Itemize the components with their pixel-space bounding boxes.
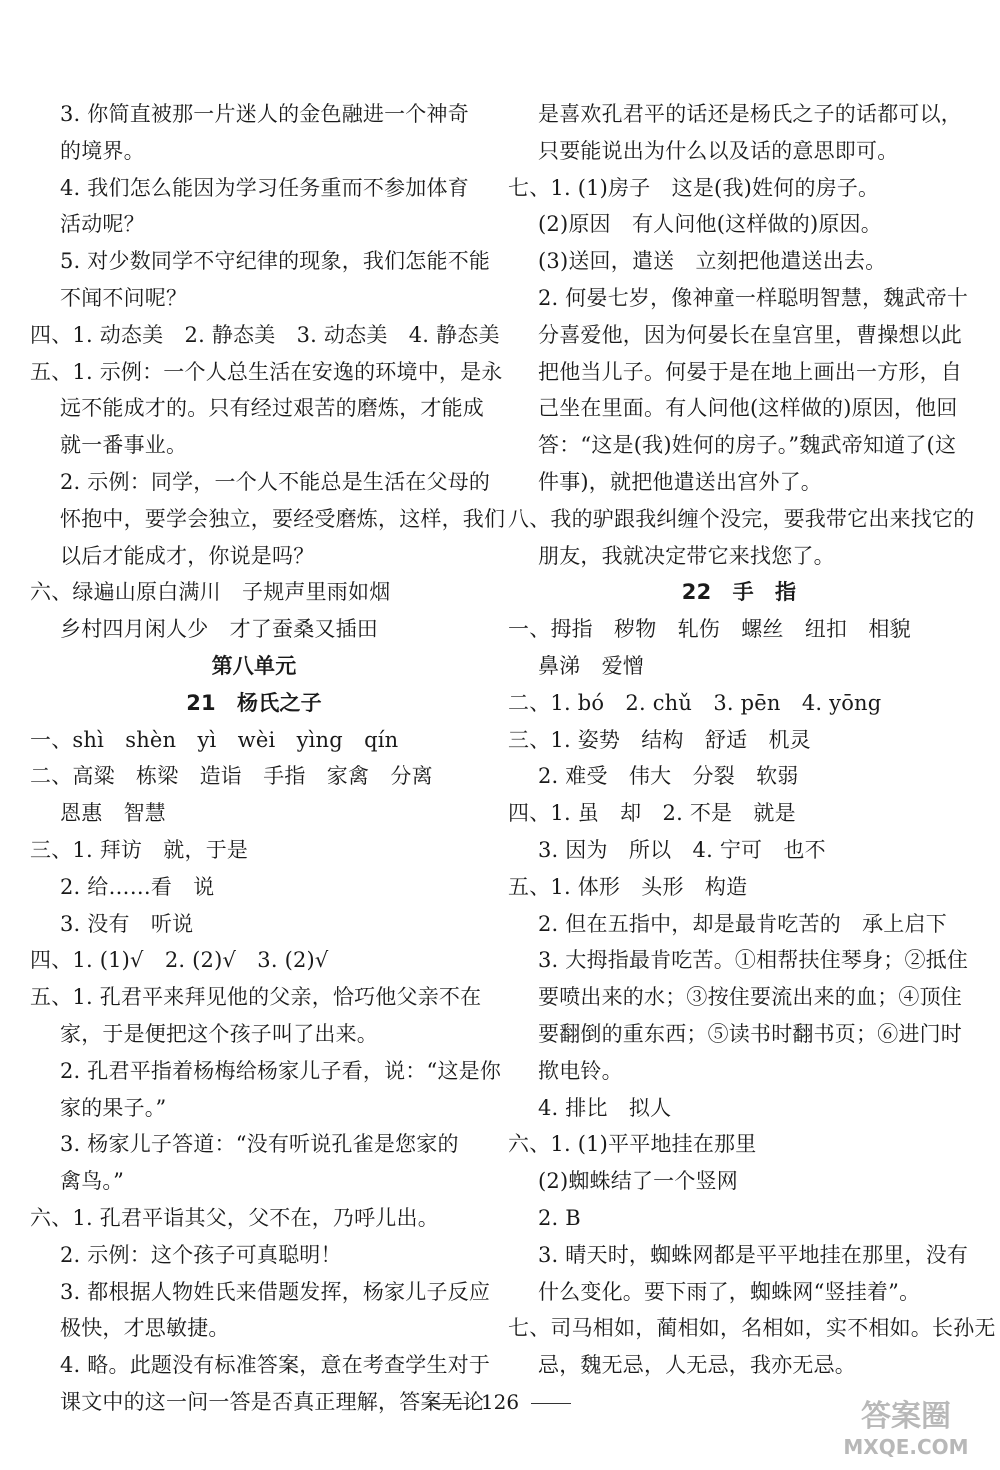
answer-line: 三、1. 拜访 就，于是 <box>30 837 249 862</box>
answer-line: 2. 示例：这个孩子可真聪明！ <box>60 1242 342 1267</box>
answer-line: 要喷出来的水；③按住要流出来的血；④顶住 <box>538 985 962 1010</box>
answer-line: 答：“这是(我)姓何的房子。”魏武帝知道了(这 <box>538 433 957 458</box>
answer-line: 3. 大拇指最肯吃苦。①相帮扶住琴身；②抵住 <box>538 948 969 973</box>
answer-line: 朋友，我就决定带它来找您了。 <box>538 543 835 568</box>
answer-line: 二、1. bó 2. chǔ 3. pēn 4. yōng <box>508 690 882 715</box>
answer-line: 就一番事业。 <box>60 433 188 458</box>
answer-line: 二、高粱 栋梁 造诣 手指 家禽 分离 <box>30 764 433 789</box>
answer-line: 禽鸟。” <box>60 1169 125 1194</box>
answer-line: 五、1. 示例：一个人总生活在安逸的环境中，是永 <box>30 359 503 384</box>
answer-line: 恩惠 智慧 <box>60 801 166 826</box>
answer-line: (2)原因 有人问他(这样做的)原因。 <box>538 212 882 237</box>
answer-line: 只要能说出为什么以及话的意思即可。 <box>538 138 899 163</box>
answer-line: 2. 但在五指中，却是最肯吃苦的 承上启下 <box>538 911 947 936</box>
answer-line: 5. 对少数同学不守纪律的现象，我们怎能不能 <box>60 249 491 274</box>
right-column <box>508 96 996 1384</box>
answer-line: 八、我的驴跟我纠缠个没完，要我带它出来找它的 <box>508 506 975 531</box>
answer-line: 3. 杨家儿子答道：“没有听说孔雀是您家的 <box>60 1132 459 1157</box>
answer-line: 极快，才思敏捷。 <box>60 1316 230 1341</box>
answer-line: 3. 没有 听说 <box>60 911 194 936</box>
answer-line: 活动呢？ <box>60 212 145 237</box>
answer-line: 六、1. 孔君平诣其父，父不在，乃呼儿出。 <box>30 1205 439 1230</box>
answer-line: 四、1. 动态美 2. 静态美 3. 动态美 4. 静态美 <box>30 322 500 347</box>
answer-line: 一、shì shèn yì wèi yìng qín <box>30 727 399 752</box>
answer-line: 四、1. (1)√ 2. (2)√ 3. (2)√ <box>30 948 329 973</box>
watermark-top-text: 答案圈 <box>861 1399 951 1434</box>
section-heading: 22 手 指 <box>681 580 797 605</box>
page-number-dash-right <box>531 1403 571 1404</box>
answer-line: 4. 我们怎么能因为学习任务重而不参加体育 <box>60 175 469 200</box>
answer-line: 把他当儿子。何晏于是在地上画出一方形，自 <box>538 359 962 384</box>
answer-line: 五、1. 体形 头形 构造 <box>508 874 748 899</box>
answer-line: 分喜爱他，因为何晏长在皇宫里，曹操想以此 <box>538 322 962 347</box>
section-heading: 21 杨氏之子 <box>186 690 322 715</box>
answer-line: (2)蜘蛛结了一个竖网 <box>538 1169 738 1194</box>
answer-line: 六、1. (1)平平地挂在那里 <box>508 1132 757 1157</box>
answer-line: 什么变化。要下雨了，蜘蛛网“竖挂着”。 <box>538 1279 921 1304</box>
answer-line: 2. 何晏七岁，像神童一样聪明智慧，魏武帝十 <box>538 285 969 310</box>
answer-line: 家的果子。” <box>60 1095 167 1120</box>
answer-line: 七、1. (1)房子 这是(我)姓何的房子。 <box>508 175 880 200</box>
answer-line: 3. 都根据人物姓氏来借题发挥，杨家儿子反应 <box>60 1279 491 1304</box>
answer-line: 3. 你简直被那一片迷人的金色融进一个神奇 <box>60 102 469 126</box>
answer-line: 己坐在里面。有人问他(这样做的)原因，他回 <box>538 396 958 421</box>
answer-line: 课文中的这一问一答是否真正理解，答案无论 <box>60 1389 484 1414</box>
answer-line: 件事)，就把他遣送出宫外了。 <box>538 469 822 494</box>
answer-line: 鼻涕 爱憎 <box>538 653 644 678</box>
watermark-logo <box>826 1390 986 1460</box>
answer-line: 不闻不问呢？ <box>60 285 188 310</box>
answer-line: 七、司马相如，蔺相如，名相如，实不相如。长孙无 <box>508 1316 996 1341</box>
page-number-dash-left <box>429 1403 469 1404</box>
answer-line: 怀抱中，要学会独立，要经受磨炼，这样，我们 <box>60 506 506 531</box>
answer-line: 3. 因为 所以 4. 宁可 也不 <box>538 837 826 862</box>
answer-line: 2. 给……看 说 <box>60 874 215 899</box>
answer-line: 3. 晴天时，蜘蛛网都是平平地挂在那里，没有 <box>538 1242 969 1267</box>
answer-line: 忌，魏无忌，人无忌，我亦无忌。 <box>538 1353 856 1378</box>
answer-line: 以后才能成才，你说是吗？ <box>60 543 315 568</box>
answer-line: 2. B <box>538 1205 581 1230</box>
answer-line: 五、1. 孔君平来拜见他的父亲，恰巧他父亲不在 <box>30 985 482 1010</box>
answer-line: 是喜欢孔君平的话还是杨氏之子的话都可以， <box>538 102 962 126</box>
answer-line: 远不能成才的。只有经过艰苦的磨炼，才能成 <box>60 396 484 421</box>
answer-line: 4. 排比 拟人 <box>538 1095 672 1120</box>
answer-line: 六、绿遍山原白满川 子规声里雨如烟 <box>30 580 391 605</box>
answer-line: 乡村四月闲人少 才了蚕桑又插田 <box>60 617 378 642</box>
answer-line: 三、1. 姿势 结构 舒适 机灵 <box>508 727 811 752</box>
answer-line: (3)送回，遣送 立刻把他遣送出去。 <box>538 249 887 274</box>
answer-line: 的境界。 <box>60 138 145 163</box>
answer-line: 4. 略。此题没有标准答案，意在考查学生对于 <box>60 1353 491 1378</box>
page-number: 126 <box>480 1390 520 1414</box>
watermark-bottom-text: MXQE.COM <box>843 1435 969 1459</box>
answer-line: 揿电铃。 <box>538 1058 623 1083</box>
answer-line: 一、拇指 秽物 轧伤 螺丝 纽扣 相貌 <box>508 617 911 642</box>
answer-line: 2. 示例：同学，一个人不能总是生活在父母的 <box>60 469 491 494</box>
answer-line: 要翻倒的重东西；⑤读书时翻书页；⑥进门时 <box>538 1021 962 1046</box>
answer-line: 四、1. 虽 却 2. 不是 就是 <box>508 801 796 826</box>
answer-line: 2. 孔君平指着杨梅给杨家儿子看，说：“这是你 <box>60 1058 502 1083</box>
answer-line: 2. 难受 伟大 分裂 软弱 <box>538 764 799 789</box>
answer-line: 家，于是便把这个孩子叫了出来。 <box>60 1021 378 1046</box>
section-heading: 第八单元 <box>211 653 297 678</box>
